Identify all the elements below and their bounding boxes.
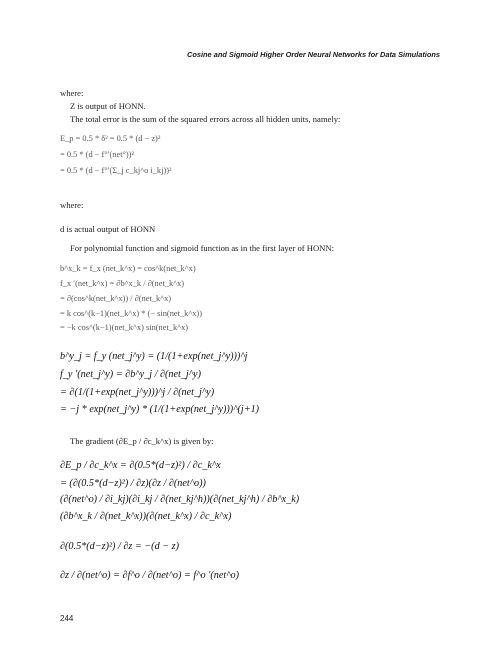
partial-net-eq: ∂z / ∂(net^o) = ∂f^o / ∂(net^o) = f^o ′(net^o) <box>60 570 239 581</box>
where-label: where: <box>60 88 84 98</box>
cosine-eq-line-3: = ∂(cos^k(net_k^x)) / ∂(net_k^x) <box>60 294 172 303</box>
gradient-eq-line-1: ∂E_p / ∂c_k^x = ∂(0.5*(d−z)²) / ∂c_k^x <box>60 460 221 471</box>
error-eq-line-1: E_p = 0.5 * δ² = 0.5 * (d − z)² <box>60 134 161 143</box>
total-error-text: The total error is the sum of the squared errors across all hidden units, namely: <box>70 114 341 124</box>
partial-z-eq: ∂(0.5*(d−z)²) / ∂z = −(d − z) <box>60 541 179 552</box>
cosine-eq-line-1: b^x_k = f_x (net_k^x) = cos^k(net_k^x) <box>60 264 196 273</box>
error-eq-line-2: = 0.5 * (d − f°′(net°))² <box>60 150 134 159</box>
cosine-eq-line-4: = k cos^(k−1)(net_k^x) * (− sin(net_k^x)) <box>60 309 203 318</box>
gradient-text: The gradient (∂E_p / ∂c_k^x) is given by: <box>70 436 214 446</box>
d-actual-text: d is actual output of HONN <box>60 224 156 234</box>
sigmoid-eq-line-4: = −j * exp(net_j^y) * (1/(1+exp(net_j^y)))^(j+1) <box>60 404 260 415</box>
cosine-eq-line-5: = −k cos^(k−1)(net_k^x) sin(net_k^x) <box>60 323 189 332</box>
gradient-eq-line-2: = (∂(0.5*(d−z)²) / ∂z)(∂z / ∂(net^o)) <box>60 478 206 489</box>
where-label-2: where: <box>60 200 84 210</box>
sigmoid-eq-line-1: b^y_j = f_y (net_j^y) = (1/(1+exp(net_j^y)))^j <box>60 351 248 362</box>
running-header: Cosine and Sigmoid Higher Order Neural Networks for Data Simulations <box>187 50 440 59</box>
sigmoid-eq-line-2: f_y ′(net_j^y) = ∂b^y_j / ∂(net_j^y) <box>60 369 201 380</box>
error-eq-line-3: = 0.5 * (d − f°′(Σ_j c_kj^o i_kj))² <box>60 166 172 175</box>
gradient-eq-line-3: (∂(net^o) / ∂i_kj)(∂i_kj / ∂(net_kj^h))(∂(net_kj^h) / ∂b^x_k) <box>60 494 300 505</box>
gradient-eq-line-4: (∂b^x_k / ∂(net_k^x))(∂(net_k^x) / ∂c_k^x) <box>60 511 232 522</box>
poly-sigmoid-text: For polynomial function and sigmoid function as in the first layer of HONN: <box>70 243 334 253</box>
sigmoid-eq-line-3: = ∂(1/(1+exp(net_j^y)))^j / ∂(net_j^y) <box>60 387 215 398</box>
z-output-text: Z is output of HONN. <box>70 101 146 111</box>
cosine-eq-line-2: f_x ′(net_k^x) = ∂b^x_k / ∂(net_k^x) <box>60 279 185 288</box>
page-number: 244 <box>60 614 74 623</box>
